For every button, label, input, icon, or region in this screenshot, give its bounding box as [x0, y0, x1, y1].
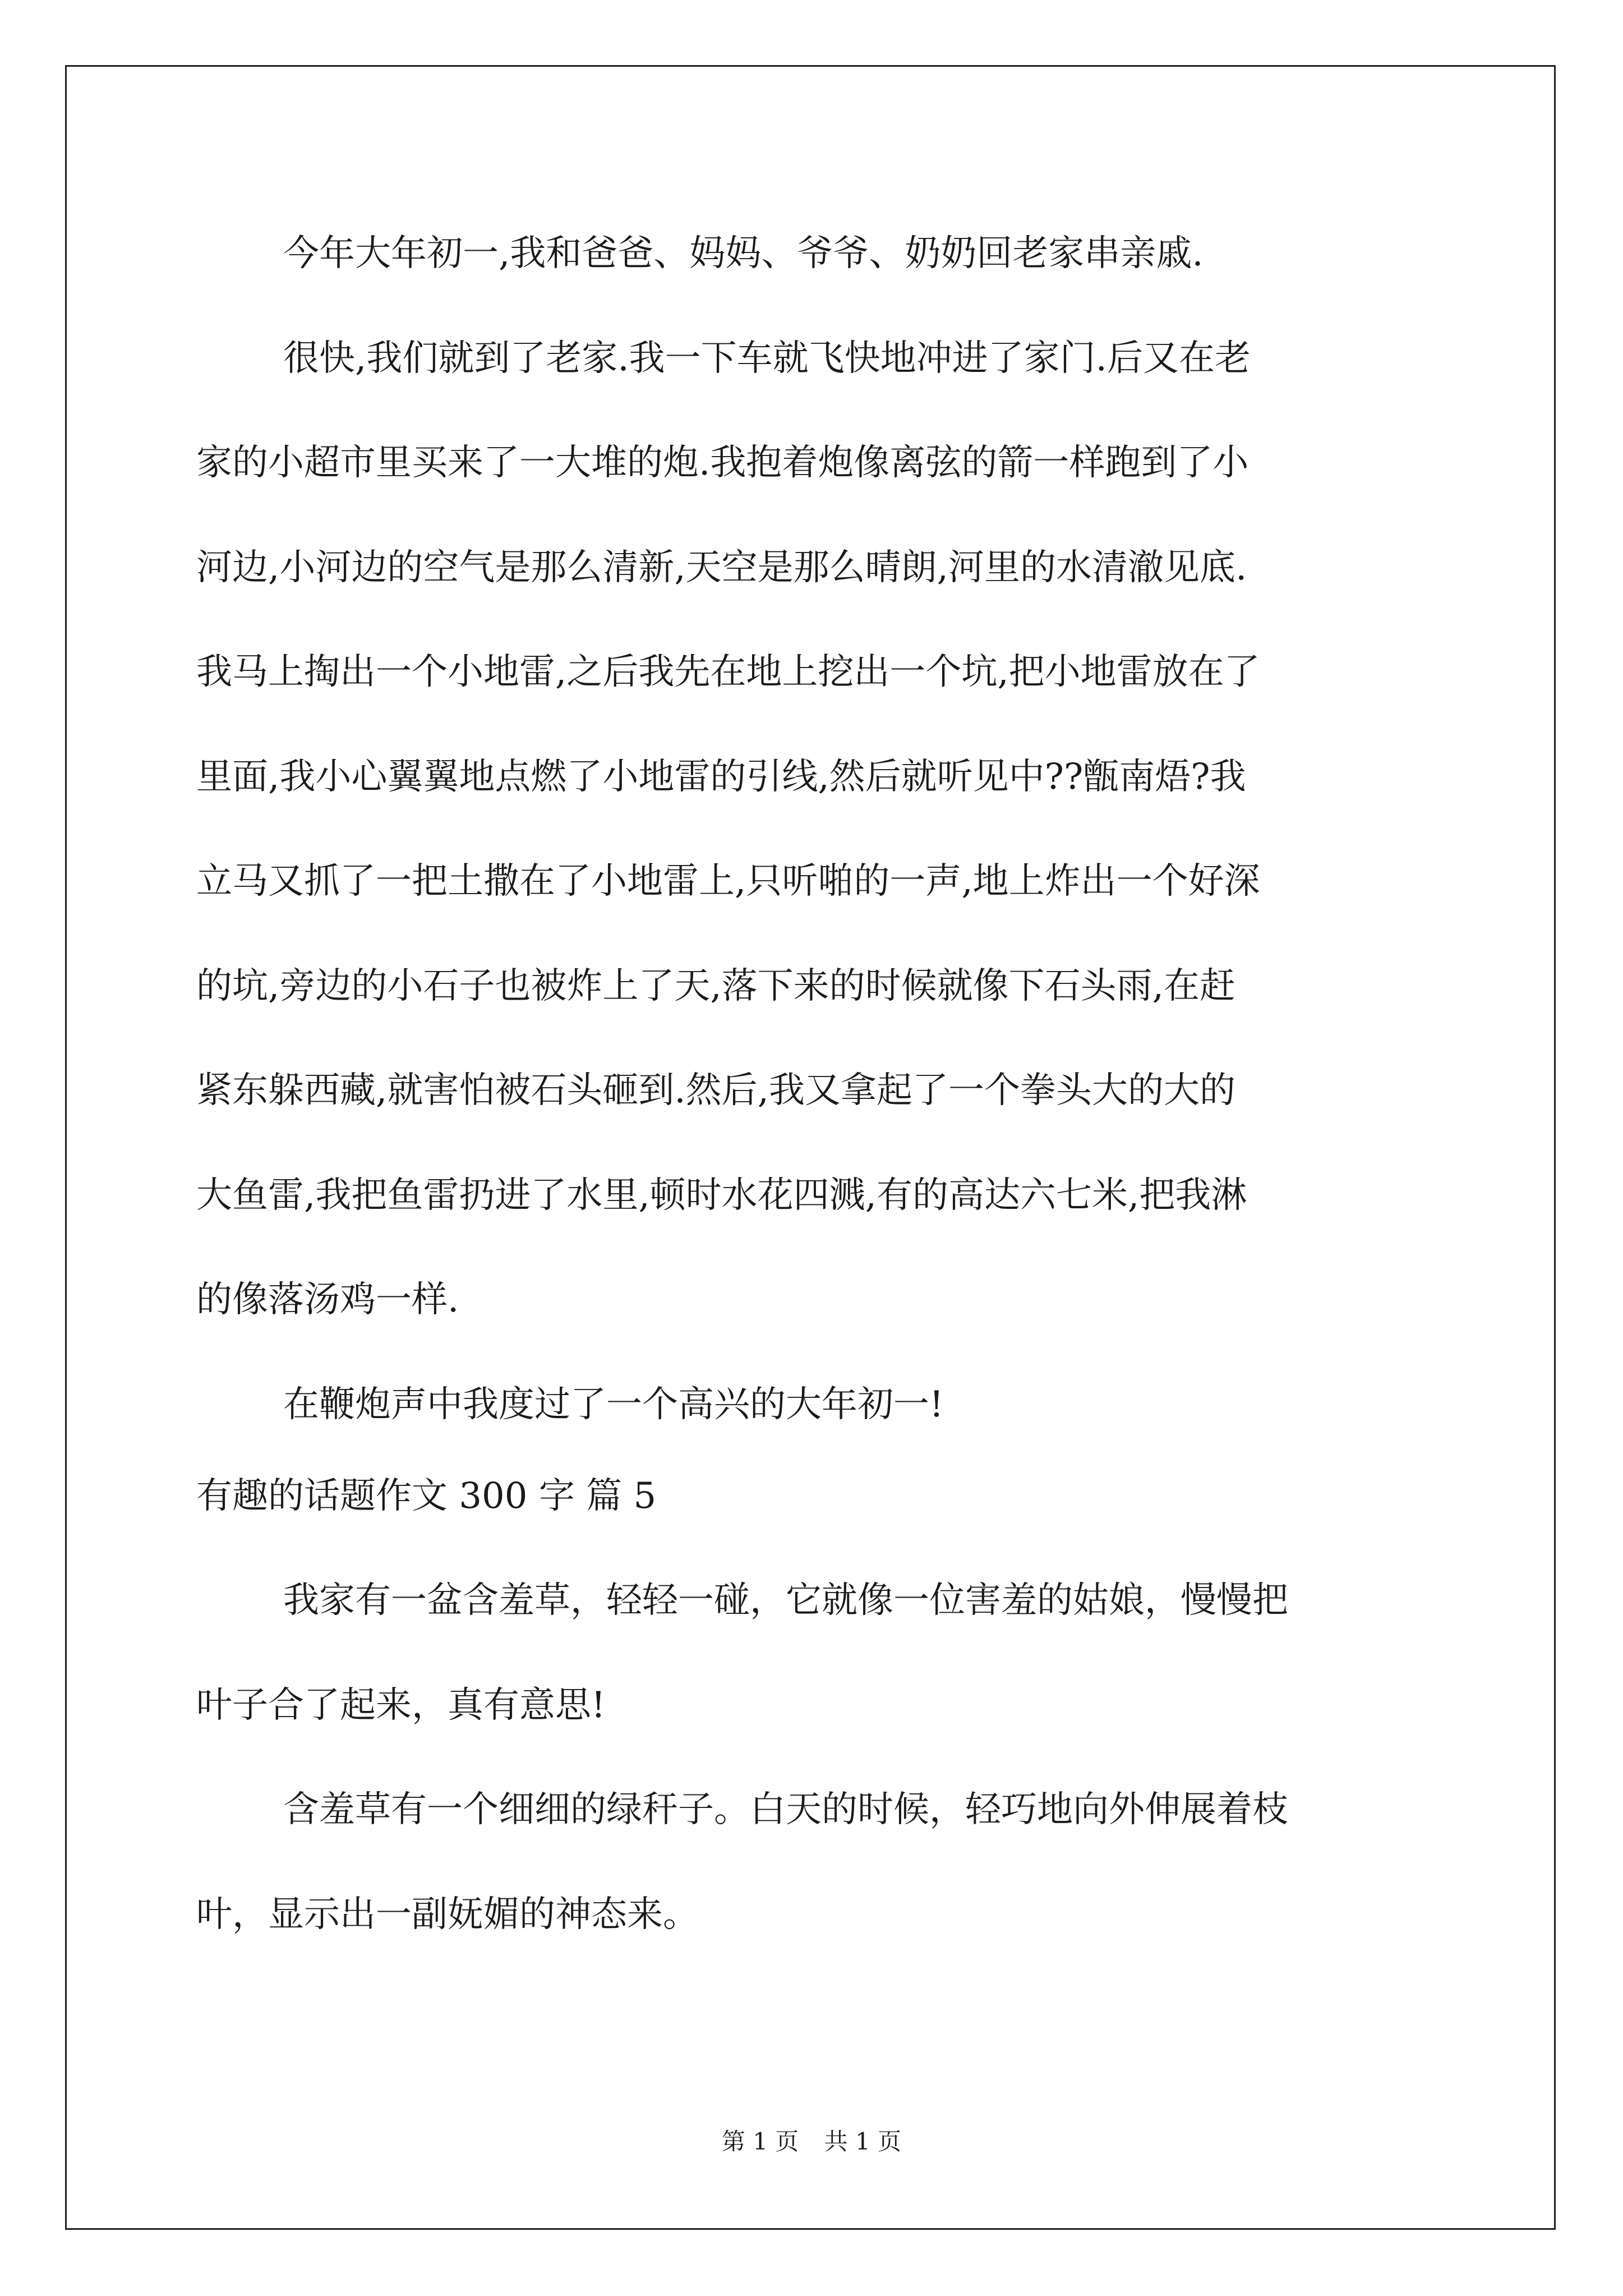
paragraph-line: 我家有一盆含羞草，轻轻一碰，它就像一位害羞的姑娘，慢慢把 [283, 1580, 1288, 1621]
paragraph-line: 叶，显示出一副妩媚的神态来。 [196, 1894, 699, 1935]
paragraph-line: 在鞭炮声中我度过了一个高兴的大年初一! [283, 1384, 944, 1425]
page-footer [0, 2126, 1623, 2157]
paragraph-line: 的像落汤鸡一样. [196, 1279, 459, 1320]
paragraph-line: 叶子合了起来，真有意思! [196, 1685, 606, 1726]
section-heading: 有趣的话题作文 300 字 篇 5 [196, 1475, 657, 1517]
paragraph-line: 我马上掏出一个小地雷,之后我先在地上挖出一个坑,把小地雷放在了 [196, 651, 1260, 693]
paragraph-line: 的坑,旁边的小石子也被炸上了天,落下来的时候就像下石头雨,在赶 [196, 965, 1236, 1007]
page-total: 共 1 页 [824, 2128, 902, 2155]
paragraph-line: 河边,小河边的空气是那么清新,天空是那么晴朗,河里的水清澈见底. [196, 547, 1247, 588]
paragraph-line: 立马又抓了一把土撒在了小地雷上,只听啪的一声,地上炸出一个好深 [196, 861, 1260, 902]
paragraph-line: 含羞草有一个细细的绿秆子。白天的时候，轻巧地向外伸展着枝 [283, 1789, 1288, 1830]
paragraph-line: 大鱼雷,我把鱼雷扔进了水里,顿时水花四溅,有的高达六七米,把我淋 [196, 1175, 1247, 1216]
page-number: 第 1 页 [721, 2128, 799, 2155]
paragraph-line: 今年大年初一,我和爸爸、妈妈、爷爷、奶奶回老家串亲戚. [283, 233, 1204, 274]
paragraph-line: 紧东躲西藏,就害怕被石头砸到.然后,我又拿起了一个拳头大的大的 [196, 1070, 1236, 1111]
paragraph-line: 家的小超市里买来了一大堆的炮.我抱着炮像离弦的箭一样跑到了小 [196, 442, 1249, 484]
paragraph-line: 很快,我们就到了老家.我一下车就飞快地冲进了家门.后又在老 [283, 338, 1251, 379]
paragraph-line: 里面,我小心翼翼地点燃了小地雷的引线,然后就听见中??甑南焐?我 [196, 756, 1246, 798]
